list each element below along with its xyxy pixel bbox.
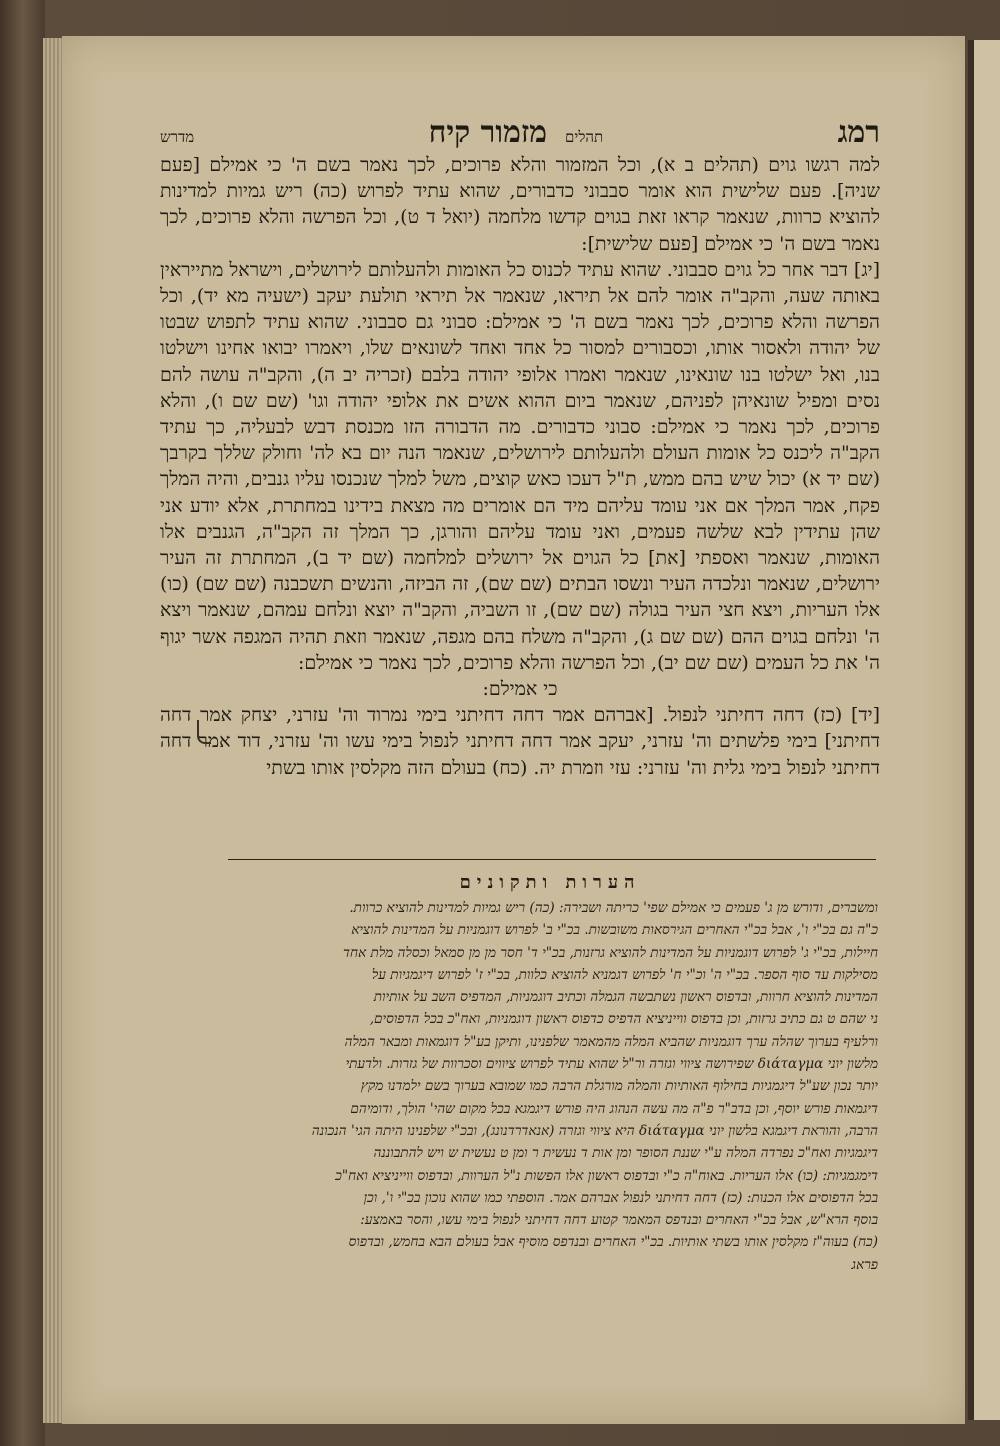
note-line: ורלעיף בערוך שהלה ערך דוגמניות שהביא המלה מהמאמר שלפנינו, ותיקן בע"ל דוגמאות ומבאר המלה: [344, 1033, 878, 1050]
note-line: ומשברים, ודורש מן ג' פעמים כי אמילם שפי' כריתה ושבירה: (כה) ריש גמיות למדינות להוציא כרוות.: [349, 900, 878, 916]
page-folio: רמג: [837, 115, 880, 150]
paragraph: [יג] דבר אחר כל גוים סבבוני. שהוא עתיד לכנוס כל האומות ולהעלותם לירושלים, וישראל מתייראין באותה שעה, והקב"ה אומר להם אל תיראו, שנאמר אל תיראי תולעת יעקב (ישעיה מא יד), וכל הפרשה והלא פרוכים, לכך נאמר בשם ה' כי אמילם: סבוני גם סבבוני. שהוא עתיד לתפוש שבטו של יהודה ולאסור אותו, וכסבורים למסור כל אחד ואחד לשונאים שלו, ויאמרו יבואו אחינו וישלטו בנו, ואל ישלטו בנו שונאינו, שנאמר ואמרו אלופי יהודה בלבם (זכריה יב ה), והקב"ה עושה להם נסים ומפיל שונאיהן לפניהם, שנאמר ביום ההוא אשים את אלופי יהודה וגו' (שם שם ו), והלא פרוכים, לכך נאמר כי אמילם: סבוני כדבורים. מה הדבורה הזו מכנסת דבש לבעליה, כך עתיד הקב"ה ליכנס כל אומות העולם ולהעלותם לירושלים, שנאמר הנה יום בא לה' וחולק שללך בקרבך (שם יד א) יכול שיש בהם ממש, ת"ל דעכו כאש קוצים, משל למלך שנכנסו עליו גנבים, והיה המלך פקח, אמר המלך אם אני עומד עליהם מיד הם אומרים מה מצאת בידינו במחתרת, אלא יודע אני שהן עתידין לבא שלשה פעמים, ואני עומד עליהם והורגן, כך המלך זה הקב"ה, הגנבים אלו האומות, שנאמר ואספתי [את] כל הגוים אל ירושלים למלחמה (שם יד ב), המחתרת זה העיר ירושלים, שנאמר ונלכדה העיר ונשסו הבתים (שם שם), זה הביזה, והנשים תשכבנה (שם שם) (כו) אלו העריות, ויצא חצי העיר בגולה (שם שם), זו השביה, והקב"ה יוצא ונלחם עמהם, שנאמר ויצא ה' ונלחם בגוים ההם (שם שם ג), והקב"ה משלח בהם מגפה, שנאמר וזאת תהיה המגפה אשר יגוף ה' את כל העמים (שם שם יב), וכל הפרשה והלא פרוכים, לכך נאמר כי אמילם:: [160, 258, 880, 674]
book-name: תהלים: [565, 128, 604, 146]
midrash-label: מדרש: [160, 128, 195, 146]
notes-title: הערות ותקונים: [459, 872, 641, 893]
paragraph: [יד] (כז) דחה דחיתני לנפול. [אברהם אמר דחה דחיתני בימי נמרוד וה' עזרני, יצחק אמר דחה דחיתני] בימי פלשתים וה' עזרני, יעקב אמר דחה דחיתני לנפול בימי עשו וה' עזרני, דוד אמר דחה דחיתני לנפול בימי גלית וה' עזרני: עזי וזמרת יה. (כח) בעולם הזה מקלסין אותו בשתי: [160, 704, 880, 779]
page-content: [160, 115, 880, 781]
notes-body: [222, 897, 878, 1276]
paragraph: למה רגשו גוים (תהלים ב א), וכל המזמור והלא פרוכים, לכך נאמר בשם ה' כי אמילם [פעם שניה]. פעם שלישית הוא אומר סבבוני כדבורים, שהוא עתיד לפרוש (כה) ריש גמיות למדינות להוציא כרוות, שנאמר קראו זאת בגוים קדשו מלחמה (יואל ד ט), וכל הפרשה והלא פרוכים, לכך נאמר בשם ה' כי אמילם [פעם שלישית]:: [160, 154, 880, 255]
psalm-title: מזמור קיח: [428, 115, 548, 150]
margin-pencil-mark: [197, 720, 211, 744]
book-spine: [0, 0, 45, 1446]
note-line: בוסף הרא"ש, אבל בכ"י האחרים ובנדפס המאמר קטוע דחה דחיתני לנפול בימי עשו, והסר באמצע:: [360, 1212, 878, 1229]
note-line: דיגמאות פורש יוסף, וכן בדב"ר פ"ה מה עשה הנהוג היה פורש דיגמגא בכל מקום שהי' הולך, ודומיהם: [350, 1100, 878, 1117]
note-line: בכל הדפוסים אלו הכנות: (כז) דחה דחיתני לנפול אברהם אמר. הוספתי כמו שהוא נוכון בכ"י ו', וכן: [363, 1189, 878, 1206]
note-line: כ"ה גם בכ"י ו', אבל בכ"י האחרים הגירסאות משובשות. בכ"י ב' לפרוש דוגמניות על המדינות להוציא: [351, 922, 878, 939]
note-line: מסילקות עד סוף הספר. בכ"י ה' וכ"י ח' לפרוש דגמניא להוציא כלוות, בכ"י ז' לפרוש דיגמגיות על: [371, 966, 878, 983]
notes-section: [222, 872, 878, 1276]
note-line: מלשון יוני διάταγμα שפירושה ציווי וגזרה ור"ל שהוא עתיד לפרוש ציווים וסכרוות של גזרות. ולדעתי: [345, 1056, 878, 1073]
note-line: ני שהם ט גם כתיב גרזות, וכן בדפוס ווייניציא הדפיס כדפוס ראשון דוגמניות, ואח"כ בכל הדפוסים,: [369, 1011, 878, 1028]
note-line: המדינות להוציא חרוות, ובדפוס ראשון נשתבשה הגמלה וכתיב דוגמניות, המדפיס השב על אותיות: [373, 989, 878, 1006]
facing-page-edge: [968, 40, 1000, 1420]
note-line: פראג: [851, 1256, 878, 1273]
note-line: דימגמגיות: (כו) אלו העריות. באוח"ה כ"י ובדפוס ראשון אלו הפשות נ"ל הערוות, ובדפוס ווייניציא ואח"כ: [335, 1167, 878, 1184]
running-head-center: [429, 115, 604, 150]
running-head: [160, 115, 880, 150]
note-line: דיגמגיות ואח"כ נפרדה המלה ע"י שננת הסופר ומן אות ד נעשית ר ומן ט נעשית ש ויש להתבוננה: [373, 1145, 878, 1162]
note-line: יותר נכון שע"ל דיגמגיות בחילוף האותיות והמלה מורגלת הרבה כמו שמובא בערוך בשם ילמדנו מקץ: [360, 1078, 878, 1095]
footnote-separator: [228, 859, 876, 860]
note-line: חיילות, בכ"י ג' לפרוש דוגמניות על המדינות להוציא גרזנות, בכ"י ד' חסר מן מן סמאל וכסלה מלת אחד: [342, 944, 878, 961]
main-text: [160, 152, 880, 781]
note-line: (כח) בעוה"ז מקלסין אותו בשתי אותיות. בכ"י האחרים ובנדפס מוסיף אבל בעולם הבא בחמש, ובדפוס: [348, 1234, 878, 1251]
note-line: הרבה, והוראת דיגמגא בלשון יוני διάταγμα היא ציווי וגזרה (אנאדרדנונג), ובכ"י שלפנינו היתה הגי' הנכונה: [311, 1122, 878, 1139]
paragraph-end: כי אמילם:: [482, 678, 558, 701]
